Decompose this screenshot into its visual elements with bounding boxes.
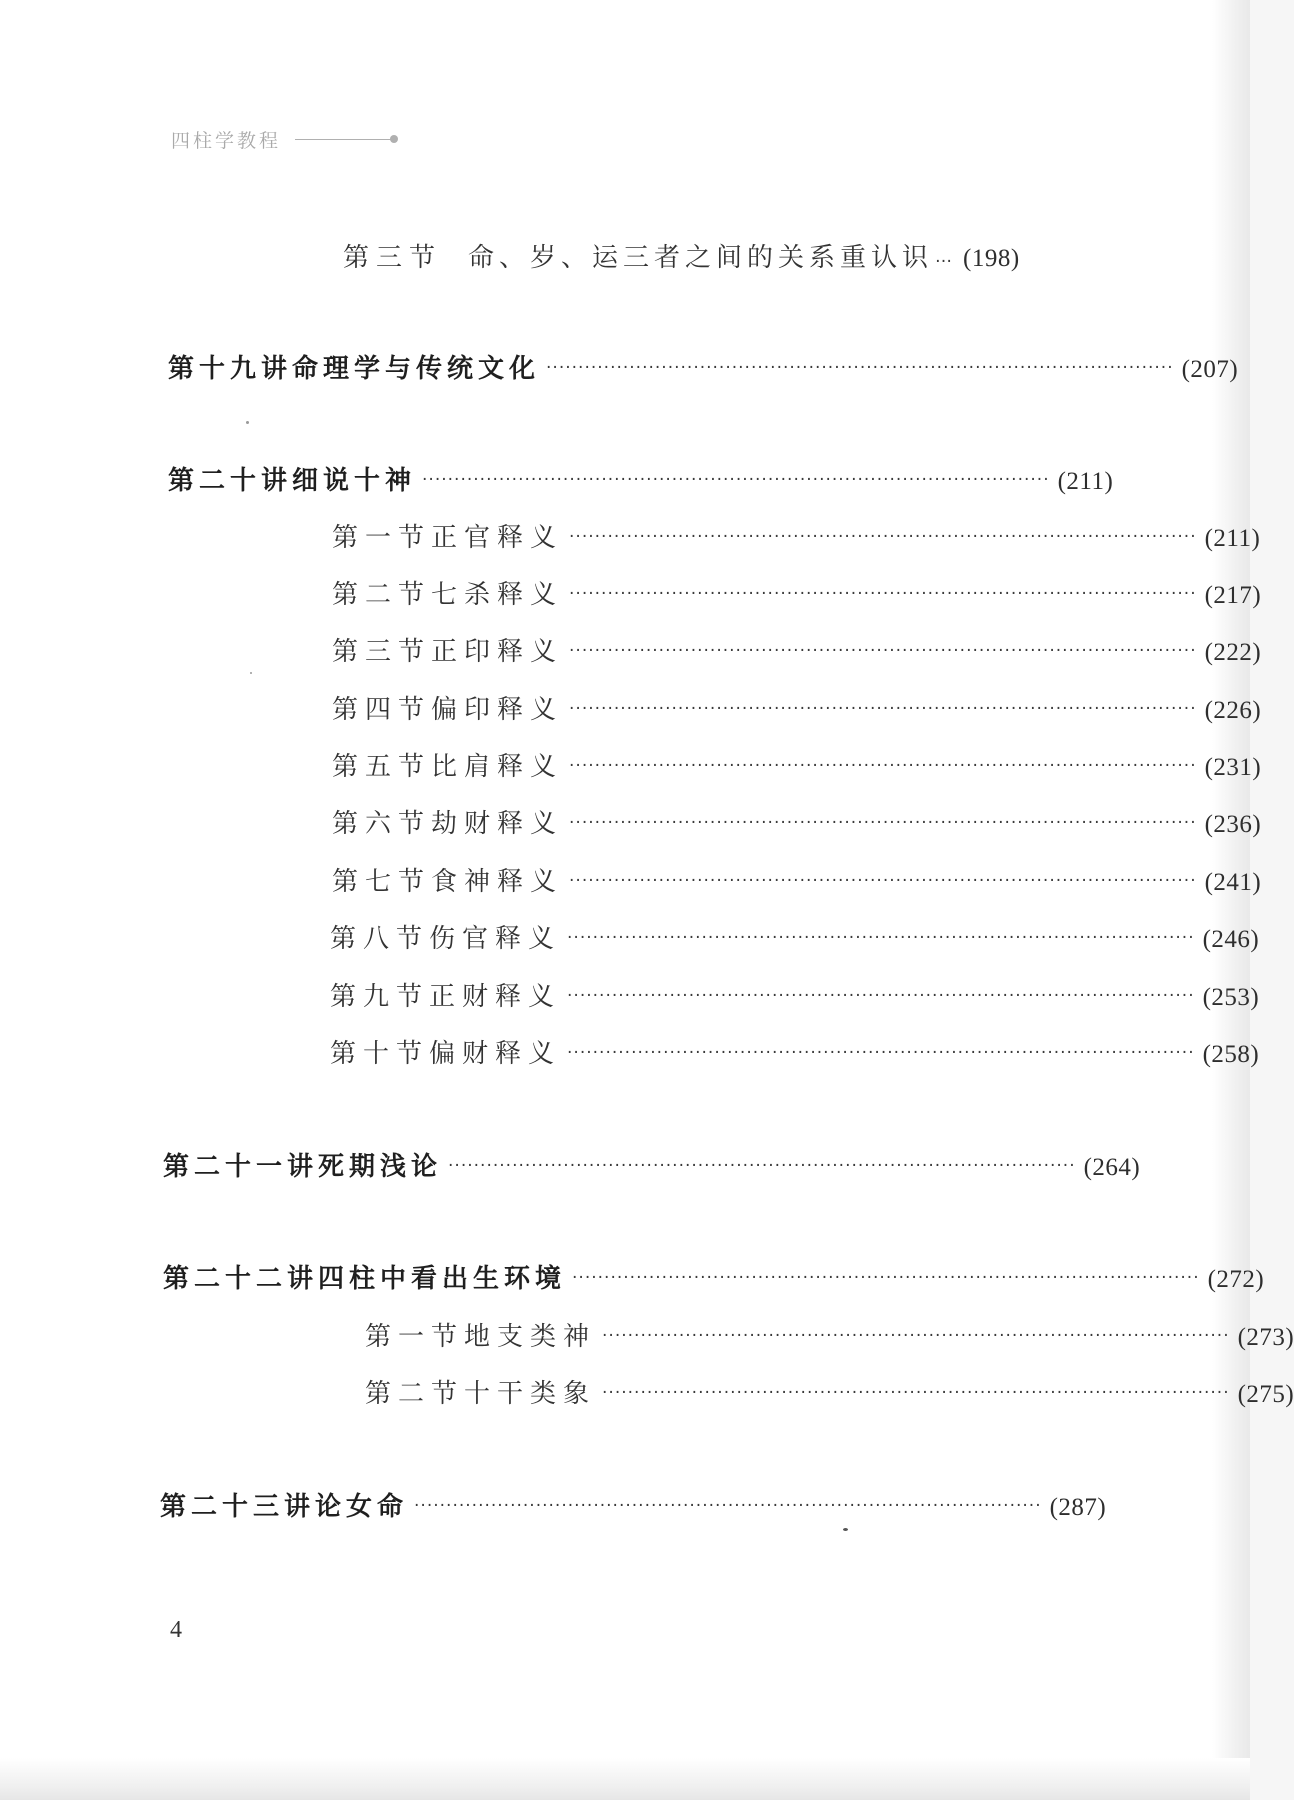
toc-entry-number: 第三节 <box>332 637 432 667</box>
toc-page-number: (222) <box>1204 639 1262 666</box>
toc-entry-title: 细说十神 <box>292 466 417 496</box>
toc-entry-number: 第一节 <box>332 523 432 553</box>
toc-page-number: (236) <box>1204 811 1262 838</box>
toc-entry-number: 第十九讲 <box>168 354 293 384</box>
toc-entry-title: 死期浅论 <box>318 1152 443 1182</box>
toc-entry-number: 第一节 <box>365 1322 465 1352</box>
toc-entry-title: 食神释义 <box>431 867 564 897</box>
toc-leader: ·································································································· <box>569 699 1197 719</box>
toc-entry-number: 第七节 <box>332 867 432 897</box>
toc-leader: ·································································································· <box>422 470 1050 490</box>
toc-entry-section[interactable] <box>332 631 1262 668</box>
scan-shadow-right <box>1212 0 1250 1800</box>
toc-entry-title: 正印释义 <box>431 637 564 667</box>
toc-entry-number: 第二十三讲 <box>160 1492 316 1522</box>
toc-entry-number: 第六节 <box>332 809 432 839</box>
toc-entry-title: 伤官释义 <box>429 924 562 954</box>
toc-page-number: (287) <box>1049 1494 1107 1521</box>
toc-leader: ·································································································· <box>602 1326 1230 1346</box>
toc-entry-number: 第二节 <box>365 1379 465 1409</box>
toc-entry-title: 正财释义 <box>429 982 562 1012</box>
toc-entry-title: 命理学与传统文化 <box>292 354 541 384</box>
toc-leader: ·································································································· <box>569 871 1197 891</box>
toc-entry-section[interactable] <box>330 976 1260 1013</box>
toc-page-number: (226) <box>1204 697 1262 724</box>
toc-entry-chapter[interactable] <box>168 348 1239 385</box>
running-head <box>171 124 398 154</box>
toc-leader: ·································································································· <box>567 986 1195 1006</box>
toc-entry-section[interactable] <box>343 237 1093 274</box>
toc-leader: ·································································································· <box>448 1156 1076 1176</box>
toc-entry-chapter[interactable] <box>163 1258 1265 1295</box>
toc-entry-chapter[interactable] <box>168 460 1114 497</box>
toc-entry-title: 偏财释义 <box>429 1039 562 1069</box>
toc-leader: ·································································································· <box>569 813 1197 833</box>
toc-page-number: (246) <box>1202 926 1260 953</box>
toc-entry-number: 第二十一讲 <box>163 1152 319 1182</box>
toc-entry-number: 第四节 <box>332 695 432 725</box>
toc-page-number: (217) <box>1204 582 1262 609</box>
toc-entry-section[interactable] <box>330 1033 1260 1070</box>
toc-entry-number: 第三节 <box>343 243 443 273</box>
toc-page-number: (272) <box>1207 1266 1265 1293</box>
toc-entry-title: 四柱中看出生环境 <box>318 1264 567 1294</box>
toc-entry-title: 论女命 <box>315 1492 409 1522</box>
toc-entry-number: 第二十讲 <box>168 466 293 496</box>
toc-page-number: (241) <box>1204 869 1262 896</box>
toc-page-number: (253) <box>1202 984 1260 1011</box>
toc-entry-section[interactable] <box>365 1316 1294 1353</box>
toc-entry-number: 第九节 <box>330 982 430 1012</box>
toc-page-number: (198) <box>963 245 1020 272</box>
scan-shadow-bottom <box>0 1758 1250 1800</box>
toc-leader: ·································································································· <box>567 928 1195 948</box>
toc-entry-section[interactable] <box>332 861 1262 898</box>
toc-leader: … <box>935 247 954 267</box>
toc-leader: ·································································································· <box>602 1383 1230 1403</box>
toc-entry-section[interactable] <box>332 689 1262 726</box>
toc-entry-section[interactable] <box>330 918 1260 955</box>
running-head-title: 四柱学教程 <box>171 129 282 152</box>
toc-entry-title: 七杀释义 <box>431 580 564 610</box>
toc-entry-number: 第二节 <box>332 580 432 610</box>
toc-entry-section[interactable] <box>332 746 1262 783</box>
toc-leader: ·································································································· <box>569 756 1197 776</box>
scan-speck <box>250 672 252 674</box>
scan-speck <box>246 421 249 424</box>
toc-leader: ·································································································· <box>569 641 1197 661</box>
toc-entry-chapter[interactable] <box>163 1146 1141 1183</box>
toc-entry-title: 十干类象 <box>464 1379 597 1409</box>
running-head-rule <box>295 139 391 140</box>
toc-leader: ·································································································· <box>572 1268 1200 1288</box>
toc-page-number: (264) <box>1083 1154 1141 1181</box>
toc-entry-title: 劫财释义 <box>431 809 564 839</box>
toc-leader: ·································································································· <box>546 358 1174 378</box>
toc-entry-section[interactable] <box>332 803 1262 840</box>
toc-entry-title: 比肩释义 <box>431 752 564 782</box>
toc-page-number: (231) <box>1204 754 1262 781</box>
toc-entry-number: 第二十二讲 <box>163 1264 319 1294</box>
toc-page-number: (258) <box>1202 1041 1260 1068</box>
running-head-dot <box>390 135 398 143</box>
toc-entry-title: 偏印释义 <box>431 695 564 725</box>
toc-leader: ·································································································· <box>569 584 1197 604</box>
scan-speck <box>843 1528 848 1531</box>
toc-leader: ·································································································· <box>567 1043 1195 1063</box>
page-number: 4 <box>170 1617 182 1643</box>
toc-entry-number: 第十节 <box>330 1039 430 1069</box>
toc-entry-title: 命、岁、运三者之间的关系重认识 <box>468 243 934 273</box>
toc-entry-chapter[interactable] <box>160 1486 1107 1523</box>
toc-entry-section[interactable] <box>332 517 1261 554</box>
toc-entry-number: 第八节 <box>330 924 430 954</box>
toc-page-number: (207) <box>1181 356 1239 383</box>
toc-page-number: (273) <box>1237 1324 1294 1351</box>
toc-page-number: (211) <box>1204 525 1261 552</box>
toc-page-number: (211) <box>1057 468 1114 495</box>
toc-entry-title: 正官释义 <box>431 523 564 553</box>
toc-entry-section[interactable] <box>332 574 1262 611</box>
toc-entry-title: 地支类神 <box>464 1322 597 1352</box>
toc-leader: ·································································································· <box>569 527 1197 547</box>
toc-entry-number: 第五节 <box>332 752 432 782</box>
toc-entry-section[interactable] <box>365 1373 1294 1410</box>
toc-leader: ·································································································· <box>414 1496 1042 1516</box>
toc-page-number: (275) <box>1237 1381 1294 1408</box>
